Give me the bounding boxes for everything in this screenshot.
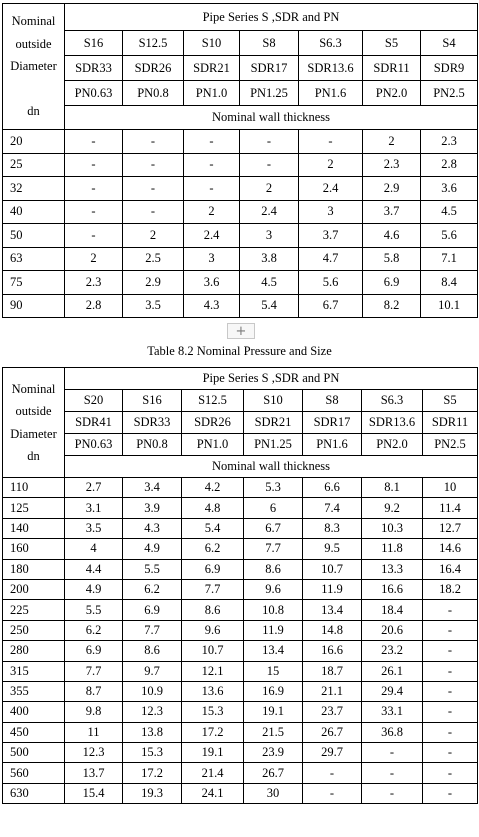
thickness-cell: 3.1 xyxy=(65,498,123,518)
thickness-cell: 8.6 xyxy=(182,600,244,620)
thickness-cell: 12.3 xyxy=(65,743,123,763)
sdr-cell: SDR33 xyxy=(65,56,123,81)
sdr-cell: SDR21 xyxy=(184,56,240,81)
thickness-cell: 16.6 xyxy=(362,579,423,599)
header-row-pn xyxy=(3,81,478,106)
thickness-cell: 16.4 xyxy=(423,559,478,579)
thickness-cell: 30 xyxy=(244,783,303,803)
table-row xyxy=(3,200,478,224)
thickness-cell: 8.6 xyxy=(244,559,303,579)
table-row xyxy=(3,153,478,177)
series-cell: S5 xyxy=(423,390,478,412)
thickness-cell: 10.1 xyxy=(421,294,478,318)
thickness-cell: 13.4 xyxy=(303,600,362,620)
series-cell: S16 xyxy=(65,31,123,56)
thickness-cell: 5.4 xyxy=(182,518,244,538)
series-title: Pipe Series S ,SDR and PN xyxy=(65,4,478,31)
diameter-cell: 180 xyxy=(3,559,65,579)
thickness-cell: 21.1 xyxy=(303,681,362,701)
thickness-cell: 26.1 xyxy=(362,661,423,681)
header-row-series xyxy=(3,390,478,412)
table-row xyxy=(3,661,478,681)
thickness-cell: 2.9 xyxy=(363,177,421,201)
thickness-cell: 2.3 xyxy=(363,153,421,177)
thickness-cell: 11 xyxy=(65,722,123,742)
thickness-cell: 7.7 xyxy=(65,661,123,681)
thickness-cell: 13.7 xyxy=(65,763,123,783)
diameter-cell: 125 xyxy=(3,498,65,518)
diameter-cell: 500 xyxy=(3,743,65,763)
diameter-label-line: Nominal xyxy=(11,381,56,396)
thickness-cell: 23.9 xyxy=(244,743,303,763)
thickness-cell: 12.7 xyxy=(423,518,478,538)
sdr-cell: SDR11 xyxy=(363,56,421,81)
thickness-cell: 2.8 xyxy=(65,294,123,318)
thickness-cell: 21.4 xyxy=(182,763,244,783)
thickness-cell: 3.6 xyxy=(421,177,478,201)
thickness-cell: 15.3 xyxy=(182,702,244,722)
thickness-cell: 2 xyxy=(65,247,123,271)
thickness-cell: - xyxy=(423,743,478,763)
thickness-cell: 13.4 xyxy=(244,641,303,661)
thickness-cell: 4.5 xyxy=(421,200,478,224)
thickness-cell: - xyxy=(65,130,123,154)
thickness-cell: - xyxy=(184,130,240,154)
diameter-label-line: outside xyxy=(15,404,52,418)
thickness-cell: - xyxy=(423,641,478,661)
pn-cell: PN0.8 xyxy=(123,81,184,106)
thickness-cell: 8.7 xyxy=(65,681,123,701)
diameter-cell: 630 xyxy=(3,783,65,803)
thickness-cell: 13.3 xyxy=(362,559,423,579)
thickness-cell: 3.9 xyxy=(123,498,182,518)
thickness-cell: 10 xyxy=(423,478,478,498)
thickness-cell: 2.3 xyxy=(421,130,478,154)
table-row xyxy=(3,783,478,803)
thickness-cell: 11.9 xyxy=(303,579,362,599)
thickness-cell: 18.4 xyxy=(362,600,423,620)
table-row xyxy=(3,177,478,201)
sdr-cell: SDR13.6 xyxy=(299,56,363,81)
series-cell: S6.3 xyxy=(362,390,423,412)
wall-thickness-title: Nominal wall thickness xyxy=(65,456,478,478)
thickness-cell: 4.5 xyxy=(240,271,299,295)
diameter-cell: 225 xyxy=(3,600,65,620)
diameter-cell: 315 xyxy=(3,661,65,681)
thickness-cell: 15 xyxy=(244,661,303,681)
series-cell: S10 xyxy=(244,390,303,412)
series-title: Pipe Series S ,SDR and PN xyxy=(65,368,478,390)
table-row xyxy=(3,224,478,248)
thickness-cell: 9.6 xyxy=(244,579,303,599)
thickness-cell: - xyxy=(362,783,423,803)
add-row-button[interactable]: + xyxy=(227,323,255,339)
diameter-label-line xyxy=(3,78,64,101)
thickness-cell: 2 xyxy=(363,130,421,154)
thickness-cell: - xyxy=(65,200,123,224)
thickness-cell: 2 xyxy=(299,153,363,177)
thickness-cell: 3.5 xyxy=(65,518,123,538)
thickness-cell: - xyxy=(303,763,362,783)
thickness-cell: 2.4 xyxy=(184,224,240,248)
series-cell: S10 xyxy=(184,31,240,56)
header-row-title xyxy=(3,4,478,31)
thickness-cell: 21.5 xyxy=(244,722,303,742)
thickness-cell: 3.8 xyxy=(240,247,299,271)
series-cell: S5 xyxy=(363,31,421,56)
thickness-cell: 4.2 xyxy=(182,478,244,498)
thickness-cell: 6.9 xyxy=(65,641,123,661)
diameter-cell: 400 xyxy=(3,702,65,722)
thickness-cell: 5.6 xyxy=(299,271,363,295)
sdr-cell: SDR13.6 xyxy=(362,412,423,434)
header-row-wall xyxy=(3,106,478,130)
thickness-cell: 8.6 xyxy=(123,641,182,661)
thickness-cell: - xyxy=(362,763,423,783)
thickness-cell: 5.5 xyxy=(65,600,123,620)
pn-cell: PN1.6 xyxy=(303,434,362,456)
pn-cell: PN2.0 xyxy=(362,434,423,456)
sdr-cell: SDR33 xyxy=(123,412,182,434)
pipe-table-2 xyxy=(2,367,478,804)
table-row xyxy=(3,559,478,579)
table-row xyxy=(3,518,478,538)
thickness-cell: 4 xyxy=(65,539,123,559)
pn-cell: PN0.63 xyxy=(65,81,123,106)
thickness-cell: 6.2 xyxy=(65,620,123,640)
thickness-cell: 4.3 xyxy=(184,294,240,318)
thickness-cell: - xyxy=(240,153,299,177)
diameter-label-line: Nominal xyxy=(11,14,56,29)
table-row xyxy=(3,722,478,742)
diameter-cell: 200 xyxy=(3,579,65,599)
header-row-series xyxy=(3,31,478,56)
thickness-cell: 17.2 xyxy=(123,763,182,783)
diameter-cell: 32 xyxy=(3,177,65,201)
thickness-cell: - xyxy=(423,702,478,722)
thickness-cell: 6 xyxy=(244,498,303,518)
thickness-cell: 9.7 xyxy=(123,661,182,681)
thickness-cell: 10.8 xyxy=(244,600,303,620)
thickness-cell: 11.4 xyxy=(423,498,478,518)
thickness-cell: 2.8 xyxy=(421,153,478,177)
header-row-pn xyxy=(3,434,478,456)
thickness-cell: 6.9 xyxy=(123,600,182,620)
table-row xyxy=(3,130,478,154)
thickness-cell: - xyxy=(184,153,240,177)
thickness-cell: 36.8 xyxy=(362,722,423,742)
thickness-cell: 2 xyxy=(240,177,299,201)
diameter-label-line: dn xyxy=(27,104,40,119)
diameter-label-line: outside xyxy=(15,36,52,51)
thickness-cell: 3.6 xyxy=(184,271,240,295)
pn-cell: PN0.8 xyxy=(123,434,182,456)
series-cell: S8 xyxy=(303,390,362,412)
pipe-table-1 xyxy=(2,3,478,318)
diameter-cell: 40 xyxy=(3,200,65,224)
thickness-cell: - xyxy=(184,177,240,201)
thickness-cell: - xyxy=(123,130,184,154)
diameter-cell: 90 xyxy=(3,294,65,318)
thickness-cell: 7.7 xyxy=(244,539,303,559)
pn-cell: PN1.0 xyxy=(184,81,240,106)
table-row xyxy=(3,681,478,701)
thickness-cell: - xyxy=(123,153,184,177)
thickness-cell: 2.4 xyxy=(299,177,363,201)
thickness-cell: 8.2 xyxy=(363,294,421,318)
diameter-cell: 450 xyxy=(3,722,65,742)
thickness-cell: 19.1 xyxy=(182,743,244,763)
thickness-cell: 12.3 xyxy=(123,702,182,722)
pn-cell: PN2.5 xyxy=(421,81,478,106)
thickness-cell: 15.4 xyxy=(65,783,123,803)
diameter-cell: 355 xyxy=(3,681,65,701)
thickness-cell: - xyxy=(123,177,184,201)
thickness-cell: 7.7 xyxy=(182,579,244,599)
thickness-cell: 12.1 xyxy=(182,661,244,681)
thickness-cell: 5.6 xyxy=(421,224,478,248)
header-row-wall xyxy=(3,456,478,478)
thickness-cell: - xyxy=(65,177,123,201)
wall-thickness-title: Nominal wall thickness xyxy=(65,106,478,130)
table-row xyxy=(3,763,478,783)
thickness-cell: 6.7 xyxy=(244,518,303,538)
table-row xyxy=(3,702,478,722)
thickness-cell: 3.5 xyxy=(123,294,184,318)
thickness-cell: 18.7 xyxy=(303,661,362,681)
pn-cell: PN1.0 xyxy=(182,434,244,456)
diameter-cell: 20 xyxy=(3,130,65,154)
thickness-cell: 2.4 xyxy=(240,200,299,224)
thickness-cell: 4.3 xyxy=(123,518,182,538)
thickness-cell: 19.3 xyxy=(123,783,182,803)
thickness-cell: 10.3 xyxy=(362,518,423,538)
thickness-cell: - xyxy=(423,722,478,742)
thickness-cell: - xyxy=(65,153,123,177)
thickness-cell: 18.2 xyxy=(423,579,478,599)
sdr-cell: SDR9 xyxy=(421,56,478,81)
thickness-cell: 20.6 xyxy=(362,620,423,640)
thickness-cell: 11.8 xyxy=(362,539,423,559)
sdr-cell: SDR41 xyxy=(65,412,123,434)
thickness-cell: 10.9 xyxy=(123,681,182,701)
thickness-cell: 24.1 xyxy=(182,783,244,803)
thickness-cell: 8.1 xyxy=(362,478,423,498)
table-row xyxy=(3,579,478,599)
pn-cell: PN1.25 xyxy=(240,81,299,106)
thickness-cell: 6.6 xyxy=(303,478,362,498)
thickness-cell: 5.5 xyxy=(123,559,182,579)
diameter-cell: 560 xyxy=(3,763,65,783)
pn-cell: PN2.0 xyxy=(363,81,421,106)
thickness-cell: 14.6 xyxy=(423,539,478,559)
series-cell: S12.5 xyxy=(182,390,244,412)
table-row xyxy=(3,498,478,518)
table-row xyxy=(3,641,478,661)
diameter-cell: 160 xyxy=(3,539,65,559)
sdr-cell: SDR11 xyxy=(423,412,478,434)
thickness-cell: 16.9 xyxy=(244,681,303,701)
thickness-cell: - xyxy=(362,743,423,763)
thickness-cell: 10.7 xyxy=(303,559,362,579)
pn-cell: PN2.5 xyxy=(423,434,478,456)
diameter-cell: 50 xyxy=(3,224,65,248)
thickness-cell: 3.7 xyxy=(299,224,363,248)
thickness-cell: 29.7 xyxy=(303,743,362,763)
table-row xyxy=(3,620,478,640)
thickness-cell: 2.3 xyxy=(65,271,123,295)
series-cell: S6.3 xyxy=(299,31,363,56)
diameter-label-line: Diameter xyxy=(10,426,57,441)
thickness-cell: 3 xyxy=(299,200,363,224)
thickness-cell: 6.2 xyxy=(123,579,182,599)
thickness-cell: 16.6 xyxy=(303,641,362,661)
table-row xyxy=(3,600,478,620)
thickness-cell: 8.4 xyxy=(421,271,478,295)
thickness-cell: 2 xyxy=(123,224,184,248)
thickness-cell: 6.7 xyxy=(299,294,363,318)
thickness-cell: 3.4 xyxy=(123,478,182,498)
thickness-cell: 3 xyxy=(184,247,240,271)
thickness-cell: - xyxy=(423,681,478,701)
thickness-cell: 5.4 xyxy=(240,294,299,318)
thickness-cell: - xyxy=(423,600,478,620)
thickness-cell: 5.8 xyxy=(363,247,421,271)
thickness-cell: 4.8 xyxy=(182,498,244,518)
series-cell: S8 xyxy=(240,31,299,56)
pn-cell: PN1.6 xyxy=(299,81,363,106)
thickness-cell: 23.2 xyxy=(362,641,423,661)
thickness-cell: 2.7 xyxy=(65,478,123,498)
thickness-cell: 17.2 xyxy=(182,722,244,742)
diameter-cell: 140 xyxy=(3,518,65,538)
thickness-cell: 14.8 xyxy=(303,620,362,640)
thickness-cell: 10.7 xyxy=(182,641,244,661)
table-row xyxy=(3,294,478,318)
thickness-cell: 7.7 xyxy=(123,620,182,640)
thickness-cell: - xyxy=(423,620,478,640)
thickness-cell: 3.7 xyxy=(363,200,421,224)
thickness-cell: 9.6 xyxy=(182,620,244,640)
thickness-cell: 11.9 xyxy=(244,620,303,640)
thickness-cell: 4.6 xyxy=(363,224,421,248)
thickness-cell: - xyxy=(423,661,478,681)
thickness-cell: 19.1 xyxy=(244,702,303,722)
thickness-cell: - xyxy=(65,224,123,248)
thickness-cell: 2.5 xyxy=(123,247,184,271)
table-row xyxy=(3,743,478,763)
diameter-label-line: Diameter xyxy=(10,59,57,74)
thickness-cell: - xyxy=(123,200,184,224)
header-row-sdr xyxy=(3,56,478,81)
thickness-cell: - xyxy=(240,130,299,154)
thickness-cell: 8.3 xyxy=(303,518,362,538)
sdr-cell: SDR17 xyxy=(303,412,362,434)
diameter-label xyxy=(3,368,65,478)
diameter-label-line: dn xyxy=(27,449,40,463)
diameter-cell: 63 xyxy=(3,247,65,271)
thickness-cell: 7.4 xyxy=(303,498,362,518)
thickness-cell: 4.9 xyxy=(123,539,182,559)
header-row-sdr xyxy=(3,412,478,434)
table-row xyxy=(3,539,478,559)
sdr-cell: SDR26 xyxy=(182,412,244,434)
pn-cell: PN0.63 xyxy=(65,434,123,456)
diameter-cell: 110 xyxy=(3,478,65,498)
thickness-cell: 4.4 xyxy=(65,559,123,579)
thickness-cell: 9.8 xyxy=(65,702,123,722)
thickness-cell: 23.7 xyxy=(303,702,362,722)
sdr-cell: SDR17 xyxy=(240,56,299,81)
diameter-cell: 25 xyxy=(3,153,65,177)
table-row xyxy=(3,247,478,271)
thickness-cell: 5.3 xyxy=(244,478,303,498)
thickness-cell: - xyxy=(423,783,478,803)
thickness-cell: 6.9 xyxy=(363,271,421,295)
thickness-cell: 4.9 xyxy=(65,579,123,599)
thickness-cell: - xyxy=(423,763,478,783)
header-row-title xyxy=(3,368,478,390)
thickness-cell: 9.5 xyxy=(303,539,362,559)
thickness-cell: 4.7 xyxy=(299,247,363,271)
thickness-cell: 9.2 xyxy=(362,498,423,518)
thickness-cell: 7.1 xyxy=(421,247,478,271)
thickness-cell: - xyxy=(303,783,362,803)
series-cell: S12.5 xyxy=(123,31,184,56)
diameter-cell: 280 xyxy=(3,641,65,661)
thickness-cell: 2.9 xyxy=(123,271,184,295)
thickness-cell: 29.4 xyxy=(362,681,423,701)
thickness-cell: 2 xyxy=(184,200,240,224)
table-row xyxy=(3,478,478,498)
series-cell: S4 xyxy=(421,31,478,56)
thickness-cell: 6.9 xyxy=(182,559,244,579)
thickness-cell: - xyxy=(299,130,363,154)
pn-cell: PN1.25 xyxy=(244,434,303,456)
thickness-cell: 26.7 xyxy=(303,722,362,742)
table-row xyxy=(3,271,478,295)
thickness-cell: 3 xyxy=(240,224,299,248)
series-cell: S20 xyxy=(65,390,123,412)
thickness-cell: 15.3 xyxy=(123,743,182,763)
thickness-cell: 26.7 xyxy=(244,763,303,783)
sdr-cell: SDR26 xyxy=(123,56,184,81)
sdr-cell: SDR21 xyxy=(244,412,303,434)
thickness-cell: 33.1 xyxy=(362,702,423,722)
table-caption: Table 8.2 Nominal Pressure and Size xyxy=(147,344,332,358)
diameter-cell: 250 xyxy=(3,620,65,640)
series-cell: S16 xyxy=(123,390,182,412)
thickness-cell: 13.6 xyxy=(182,681,244,701)
thickness-cell: 6.2 xyxy=(182,539,244,559)
diameter-label xyxy=(3,4,65,130)
diameter-cell: 75 xyxy=(3,271,65,295)
thickness-cell: 13.8 xyxy=(123,722,182,742)
